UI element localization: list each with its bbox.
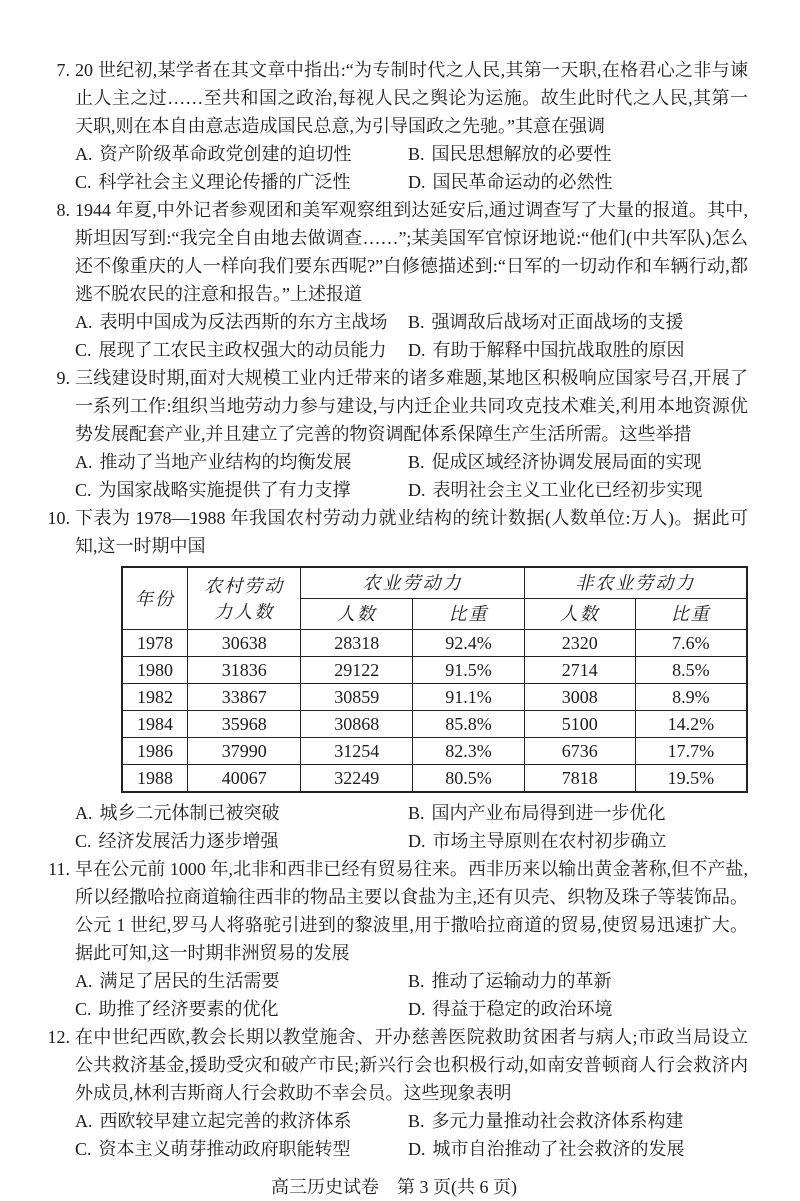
question-options (75, 448, 748, 504)
option-c: C. 助推了经济要素的优化 (75, 999, 279, 1019)
option-c: C. 展现了工农民主政权强大的动员能力 (75, 340, 387, 360)
option-d: D. 表明社会主义工业化已经初步实现 (408, 480, 703, 500)
table-row (122, 765, 747, 793)
option-b: B. 国内产业布局得到进一步优化 (408, 803, 666, 823)
option-d: D. 市场主导原则在农村初步确立 (408, 831, 667, 851)
option-b: B. 促成区域经济协调发展局面的实现 (408, 452, 702, 472)
question-7 (40, 56, 748, 196)
question-8 (40, 196, 748, 364)
table-header-ratio: 比重 (635, 599, 747, 630)
table-header-ratio: 比重 (413, 599, 525, 630)
option-d: D. 国民革命运动的必然性 (408, 172, 613, 192)
table-cell: 17.7% (635, 738, 747, 765)
question-number: 8. (56, 200, 70, 220)
table-cell: 29122 (301, 657, 413, 684)
option-a: A. 城乡二元体制已被突破 (75, 803, 280, 823)
table-cell: 7818 (524, 765, 635, 793)
question-stem: 三线建设时期,面对大规模工业内迁带来的诸多难题,某地区积极响应国家号召,开展了一系列工作:组织当地劳动力参与建设,与内迁企业共同攻克技术难关,利用本地资源优势发展配套产业,并且建立了完善的物资调配体系保障生产生活所需。这些举措 (75, 368, 748, 444)
table-row (122, 630, 747, 657)
option-b: B. 国民思想解放的必要性 (408, 144, 612, 164)
table-cell: 3008 (524, 684, 635, 711)
table-cell: 6736 (524, 738, 635, 765)
option-d: D. 有助于解释中国抗战取胜的原因 (408, 340, 685, 360)
question-stem: 1944 年夏,中外记者参观团和美军观察组到达延安后,通过调查写了大量的报道。其中,斯坦因写到:“我完全自由地去做调查……”;某美国军官惊讶地说:“他们(中共军队)怎么还不像重庆的人一样向我们要东西呢?”白修德描述到:“日军的一切动作和车辆行动,都逃不脱农民的注意和报告。”上述报道 (75, 200, 748, 304)
question-options (75, 799, 748, 855)
table-header-agricultural: 农业劳动力 (301, 567, 524, 599)
table-cell: 35968 (188, 711, 301, 738)
table-cell: 30868 (301, 711, 413, 738)
table-cell: 85.8% (413, 711, 525, 738)
page-footer: 高三历史试卷 第 3 页(共 6 页) (271, 1177, 517, 1197)
option-d: D. 得益于稳定的政治环境 (408, 999, 613, 1019)
table-cell: 8.9% (635, 684, 747, 711)
table-cell: 1988 (122, 765, 188, 793)
table-header-number: 人数 (301, 599, 413, 630)
question-10 (40, 504, 748, 855)
table-row (122, 711, 747, 738)
table-cell: 31254 (301, 738, 413, 765)
option-c: C. 经济发展活力逐步增强 (75, 831, 279, 851)
table-cell: 1980 (122, 657, 188, 684)
question-options (75, 140, 748, 196)
question-12 (40, 1023, 748, 1163)
table-cell: 5100 (524, 711, 635, 738)
question-number: 7. (56, 60, 70, 80)
option-a: A. 表明中国成为反法西斯的东方主战场 (75, 312, 388, 332)
table-header-non-agricultural: 非农业劳动力 (524, 567, 747, 599)
option-c: C. 为国家战略实施提供了有力支撑 (75, 480, 351, 500)
table-cell: 33867 (188, 684, 301, 711)
question-9 (40, 364, 748, 504)
table-row (122, 684, 747, 711)
table-cell: 91.5% (413, 657, 525, 684)
table-header-year: 年份 (122, 567, 188, 630)
option-b: B. 推动了运输动力的革新 (408, 971, 612, 991)
question-number: 12. (47, 1027, 70, 1047)
option-a: A. 西欧较早建立起完善的救济体系 (75, 1111, 352, 1131)
question-stem: 20 世纪初,某学者在其文章中指出:“为专制时代之人民,其第一天职,在格君心之非与谏止人主之过……至共和国之政治,每视人民之舆论为运施。故生此时代之人民,其第一天职,则在本自由意志造成国民总意,为引导国政之先驰。”其意在强调 (75, 60, 748, 136)
option-d: D. 城市自治推动了社会救济的发展 (408, 1139, 685, 1159)
question-number: 9. (56, 368, 70, 388)
rural-labor-table (121, 566, 748, 793)
table-cell: 19.5% (635, 765, 747, 793)
table-row (122, 738, 747, 765)
table-row (122, 657, 747, 684)
question-stem: 下表为 1978—1988 年我国农村劳动力就业结构的统计数据(人数单位:万人)。据此可知,这一时期中国 (75, 508, 748, 556)
table-cell: 31836 (188, 657, 301, 684)
option-a: A. 资产阶级革命政党创建的迫切性 (75, 144, 352, 164)
option-a: A. 满足了居民的生活需要 (75, 971, 280, 991)
table-cell: 80.5% (413, 765, 525, 793)
table-cell: 32249 (301, 765, 413, 793)
option-c: C. 科学社会主义理论传播的广泛性 (75, 172, 351, 192)
table-cell: 14.2% (635, 711, 747, 738)
question-options (75, 308, 748, 364)
table-cell: 37990 (188, 738, 301, 765)
table-cell: 1986 (122, 738, 188, 765)
table-cell: 7.6% (635, 630, 747, 657)
table-cell: 1978 (122, 630, 188, 657)
table-cell: 30859 (301, 684, 413, 711)
table-cell: 30638 (188, 630, 301, 657)
table-cell: 2320 (524, 630, 635, 657)
option-b: B. 强调敌后战场对正面战场的支援 (408, 312, 684, 332)
option-c: C. 资本主义萌芽推动政府职能转型 (75, 1139, 351, 1159)
question-stem: 在中世纪西欧,教会长期以教堂施舍、开办慈善医院救助贫困者与病人;市政当局设立公共救济基金,援助受灾和破产市民;新兴行会也积极行动,如南安普顿商人行会救济内外成员,林利吉斯商人行会救助不幸会员。这些现象表明 (75, 1027, 748, 1103)
question-number: 11. (48, 859, 70, 879)
table-cell: 92.4% (413, 630, 525, 657)
table-cell: 82.3% (413, 738, 525, 765)
table-header-rural-labor: 农村劳动 力人数 (188, 567, 301, 630)
table-cell: 2714 (524, 657, 635, 684)
question-number: 10. (47, 508, 70, 528)
question-stem: 早在公元前 1000 年,北非和西非已经有贸易往来。西非历来以输出黄金著称,但不产盐,所以经撒哈拉商道输往西非的物品主要以食盐为主,还有贝壳、织物及珠子等装饰品。公元 1 世纪,罗马人将骆驼引进到的黎波里,用于撒哈拉商道的贸易,使贸易迅速扩大。据此可知,这一时期非洲贸易的发展 (75, 859, 748, 963)
table-cell: 1982 (122, 684, 188, 711)
table-cell: 40067 (188, 765, 301, 793)
question-options (75, 967, 748, 1023)
option-b: B. 多元力量推动社会救济体系构建 (408, 1111, 684, 1131)
table-header-number: 人数 (524, 599, 635, 630)
option-a: A. 推动了当地产业结构的均衡发展 (75, 452, 352, 472)
table-cell: 1984 (122, 711, 188, 738)
table-cell: 91.1% (413, 684, 525, 711)
table-cell: 28318 (301, 630, 413, 657)
question-11 (40, 855, 748, 1023)
question-options (75, 1107, 748, 1163)
table-cell: 8.5% (635, 657, 747, 684)
